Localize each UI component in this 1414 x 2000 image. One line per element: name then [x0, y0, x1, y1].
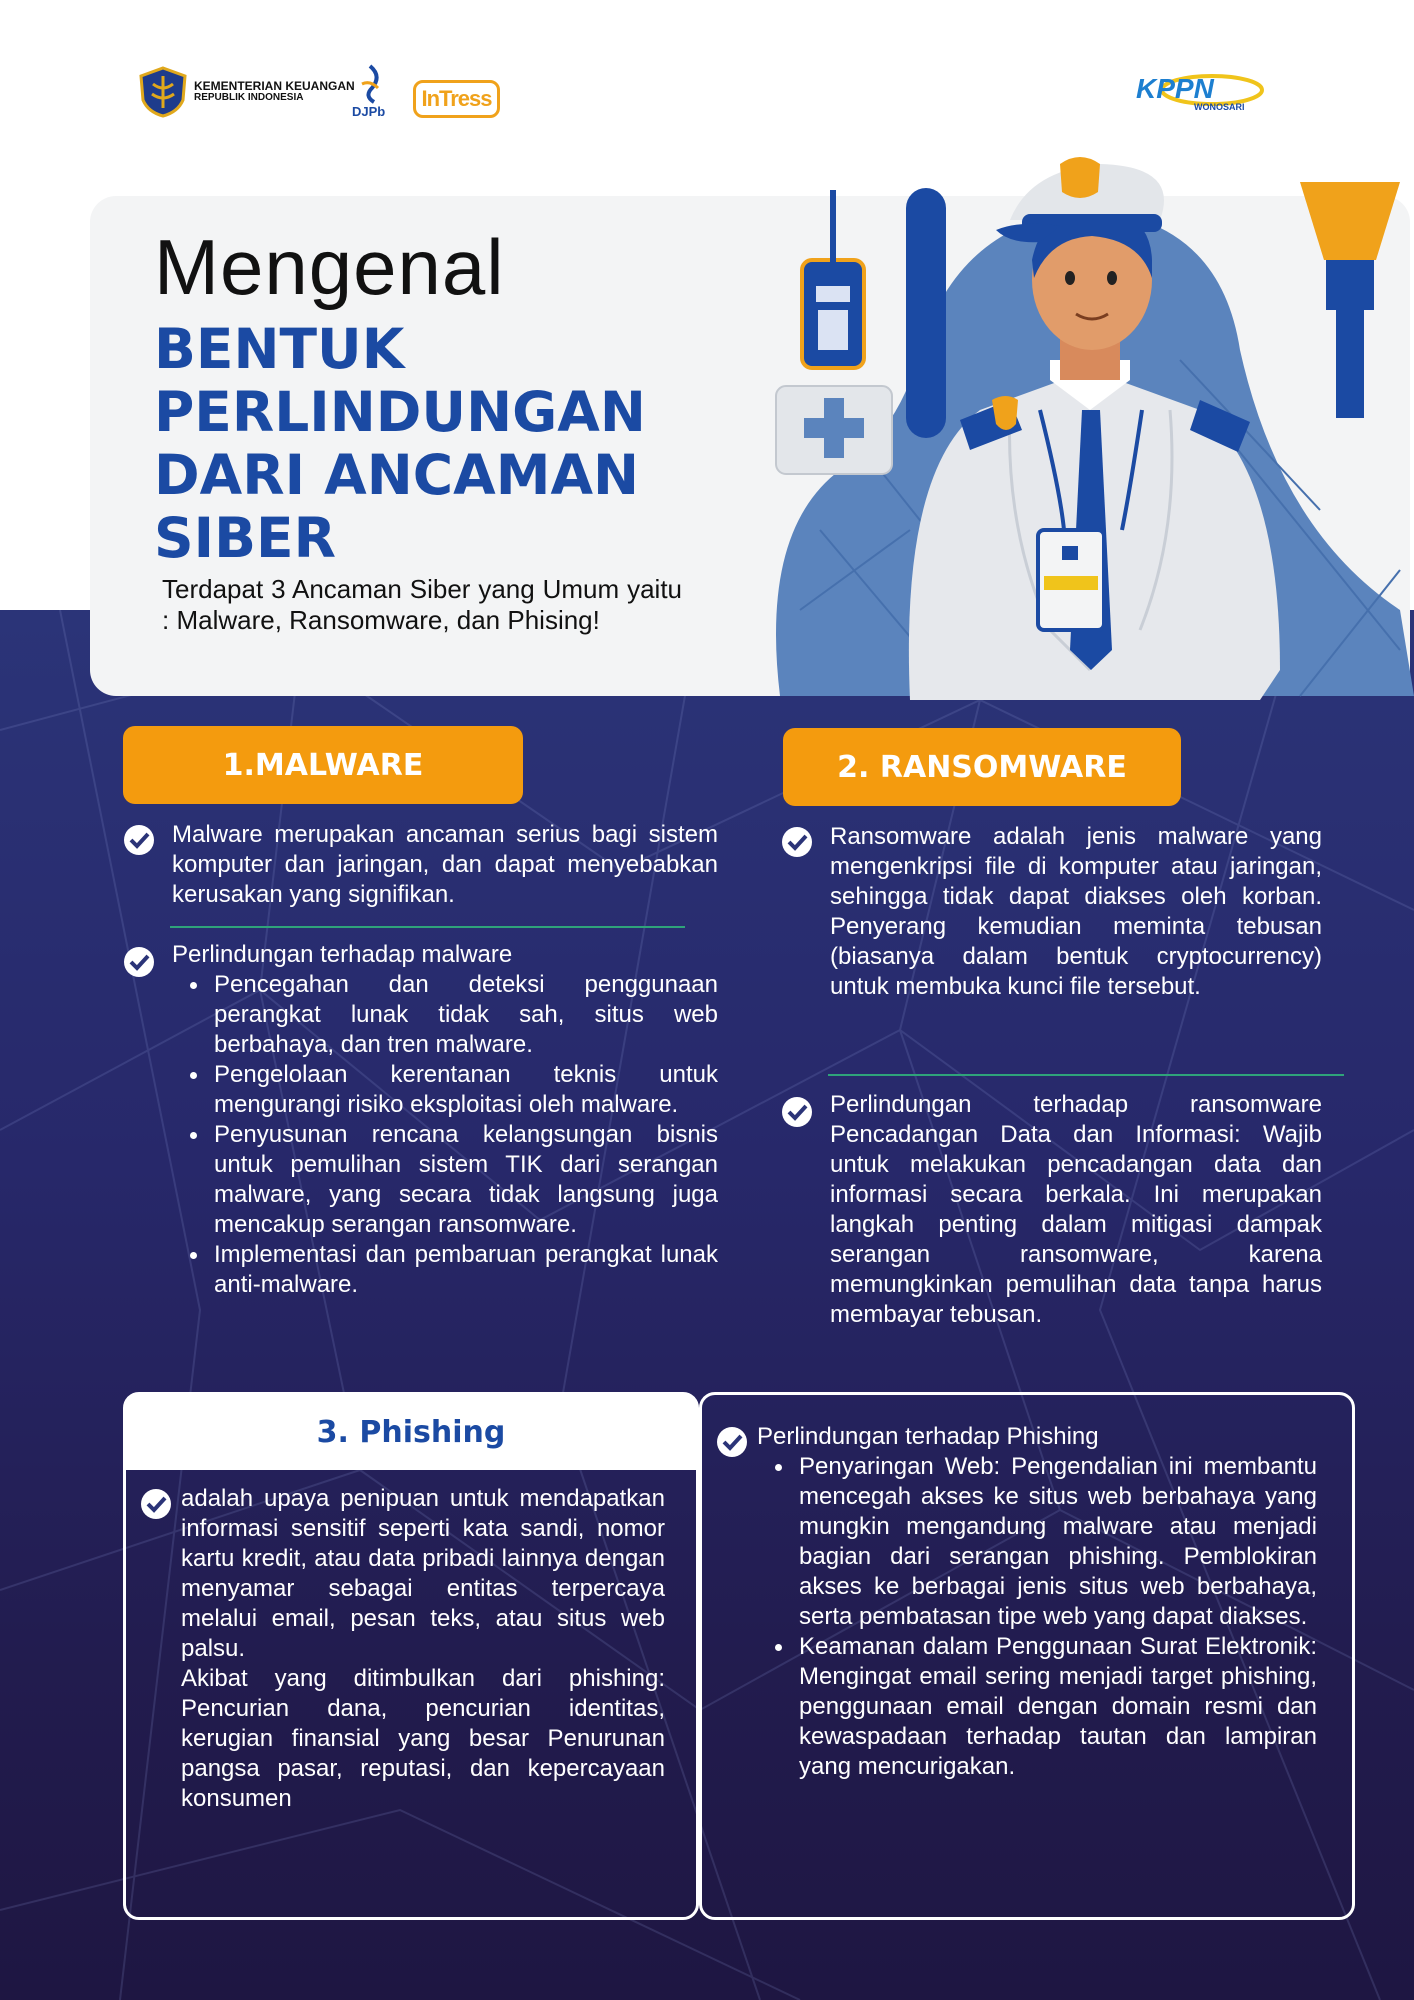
list-item: Penyaringan Web: Pengendalian ini membantu mencegah akses ke situs web berbahaya yang mungkin mengandung malware atau menjadi bagian dari serangan phishing. Pemblokiran akses ke berbagai jenis situs web berbahaya, serta pembatasan tipe web yang dapat diakses.: [799, 1453, 1317, 1630]
phishing-description: adalah upaya penipuan untuk mendapatkan informasi sensitif seperti kata sandi, nomor kartu kredit, atau data pribadi lainnya dengan menyamar sebagai entitas terpercaya melalui email, pesan teks, atau situs web palsu.: [181, 1485, 665, 1662]
hero-title-big: [154, 318, 714, 570]
phishing-text: [181, 1484, 665, 1814]
list-item: Keamanan dalam Penggunaan Surat Elektronik: Mengingat email sering menjadi target phishing, penggunaan email dengan domain resmi dan kewaspadaan terhadap tautan dan lampiran yang mencurigakan.: [799, 1633, 1317, 1780]
kemenkeu-logo: [138, 66, 355, 118]
baton-icon: [906, 188, 946, 438]
kppn-logo: [1134, 68, 1264, 114]
check-circle-icon: [123, 946, 155, 978]
hero-title-line: PERLINDUNGAN: [154, 380, 646, 444]
check-circle-icon: [123, 824, 155, 856]
intress-logo: InTress: [413, 80, 500, 118]
djpb-logo: [348, 62, 394, 122]
hero-title-small: Mengenal: [154, 223, 505, 311]
hero-title-line: DARI ANCAMAN: [154, 443, 640, 507]
kemenkeu-line2: REPUBLIK INDONESIA: [194, 92, 304, 104]
ransomware-protection: Perlindungan terhadap ransomware Pencadangan Data dan Informasi: Wajib untuk melakukan pencadangan data dan informasi secara berkala. Ini merupakan langkah penting dalam mitigasi dampak serangan ransomware, karena memungkinkan pemulihan data tanpa harus membayar tebusan.: [830, 1091, 1322, 1328]
kemenkeu-emblem-icon: [138, 66, 188, 118]
kppn-sub-text: WONOSARI: [1194, 102, 1245, 112]
section-divider: [828, 1074, 1344, 1076]
malware-protection-title: Perlindungan terhadap malware: [172, 941, 513, 968]
djpb-text: DJPb: [352, 104, 386, 119]
hero-title-line: BENTUK: [154, 317, 405, 381]
malware-protection: [172, 940, 718, 1300]
list-item: Penyusunan rencana kelangsungan bisnis untuk pemulihan sistem TIK dari serangan malware, yang secara tidak langsung juga mencakup serangan ransomware.: [214, 1121, 718, 1238]
malware-description: Malware merupakan ancaman serius bagi sistem komputer dan jaringan, dan dapat menyebabkan kerusakan yang signifikan.: [172, 821, 718, 908]
check-circle-icon: [140, 1488, 172, 1520]
list-item: Pengelolaan kerentanan teknis untuk mengurangi risiko eksploitasi oleh malware.: [214, 1061, 718, 1118]
check-circle-icon: [781, 826, 813, 858]
check-circle-icon: [716, 1426, 748, 1458]
section-divider: [170, 926, 685, 928]
hero-title-line: SIBER: [154, 506, 336, 570]
kppn-text: KPPN: [1136, 73, 1214, 104]
phishing-heading: 3. Phishing: [125, 1394, 697, 1470]
kemenkeu-line1: KEMENTERIAN KEUANGAN: [194, 79, 355, 94]
malware-protection-list: [172, 970, 718, 1300]
hero-intro: Terdapat 3 Ancaman Siber yang Umum yaitu : Malware, Ransomware, dan Phising!: [162, 574, 682, 635]
ransomware-heading: 2. RANSOMWARE: [783, 728, 1181, 806]
malware-heading: 1.MALWARE: [123, 726, 523, 804]
ransomware-description: Ransomware adalah jenis malware yang mengenkripsi file di komputer atau jaringan, sehingga tidak dapat diakses oleh korban. Penyerang kemudian meminta tebusan (biasanya dalam bentuk cryptocurrency) untuk membuka kunci file tersebut.: [830, 823, 1322, 1000]
list-item: Pencegahan dan deteksi penggunaan perangkat lunak tidak sah, situs web berbahaya, dan tren malware.: [214, 971, 718, 1058]
list-item: Implementasi dan pembaruan perangkat lunak anti-malware.: [214, 1241, 718, 1298]
phishing-protection-title: Perlindungan terhadap Phishing: [757, 1423, 1099, 1450]
check-circle-icon: [781, 1096, 813, 1128]
phishing-protection-list: [757, 1452, 1317, 1782]
flashlight-icon: [1300, 182, 1400, 260]
phishing-protection: [757, 1422, 1317, 1782]
phishing-impact: Akibat yang ditimbulkan dari phishing: Pencurian dana, pencurian identitas, kerugian finansial yang besar Penurunan pangsa pasar, reputasi, dan kepercayaan konsumen: [181, 1665, 665, 1812]
security-guard-illustration: [760, 110, 1414, 700]
